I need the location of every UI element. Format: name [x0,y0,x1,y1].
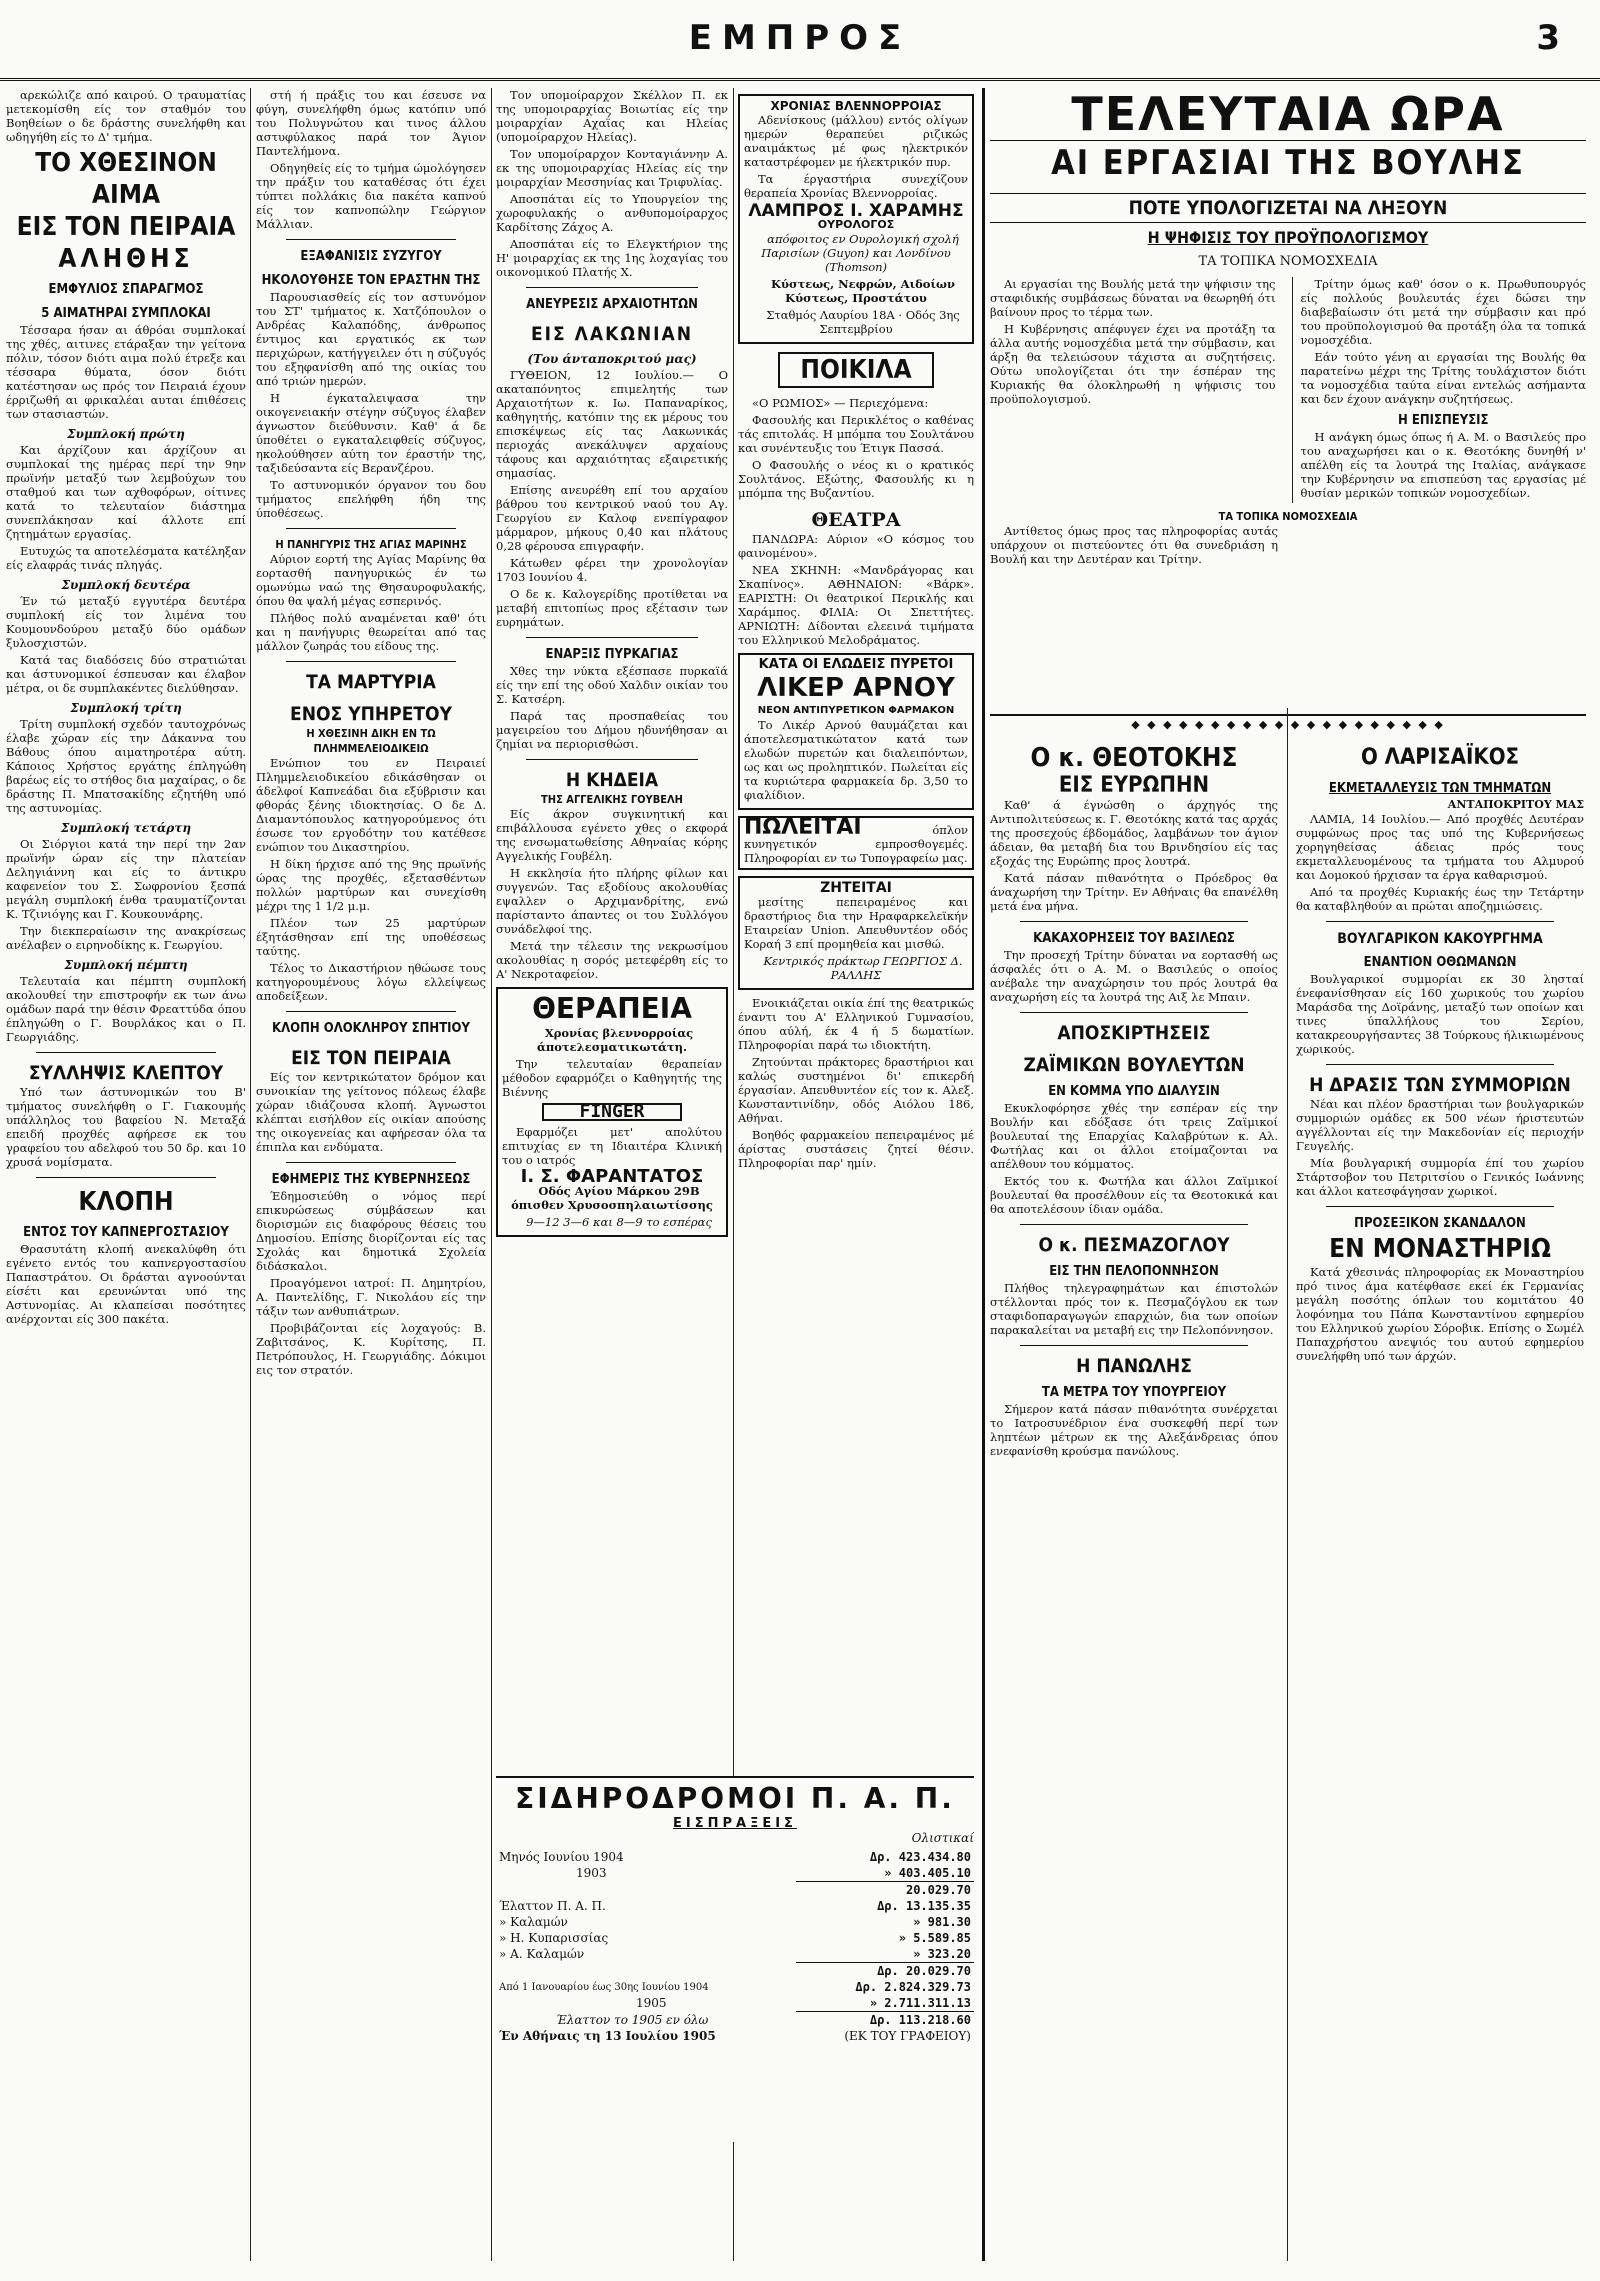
subheadline: ΕΙΣ ΤΗΝ ΠΕΛΟΠΟΝΝΗΣΟΝ [1049,1264,1219,1279]
table-cell: » 5.589.85 [898,1931,971,1945]
table-row [496,2028,974,2044]
divider [1326,1206,1554,1207]
article-text: ΛΑΜΙΑ, 14 Ιουλίου.— Από προχθές Δευτέραν συμφώνως προς τας υπό της Κυβερνήσεως χορηγηθείσας άδειας πρός τους εκμεταλλευομένους τα τμήματα του Αλμυρού και Δομοκού ήρχισαν τα έργα καθαρισμού. [1296,812,1584,882]
headline: ΑΝΕΥΡΕΣΙΣ ΑΡΧΑΙΟΤΗΤΩΝ [526,297,698,312]
headline: ΣΥΛΛΗΨΙΣ ΚΛΕΠΤΟΥ [28,1062,224,1084]
ad-headline: ΖΗΤΕΙΤΑΙ [820,880,892,896]
table-row [496,1882,974,1899]
section-label: Συμπλοκή δευτέρα [61,578,191,592]
column-rule-thick [982,88,985,2261]
article-text: Την προσεχή Τρίτην δύναται να εορτασθή ως άσφαλές ότι ο Α. Μ. ο Βασιλεύς ο οποίος ανέβαλε την αναχώρησιν του πρός λουτρά θα αναχωρήση είς τα λουτρά της Αιξ λε Μπαιν. [990,948,1278,1004]
ad-subtitle: ΝΕΟΝ ΑΝΤΙΠΥΡΕΤΙΚΟΝ ΦΑΡΜΑΚΟΝ [757,705,955,716]
headline: ΗΚΟΛΟΥΘΗΣΕ ΤΟΝ ΕΡΑΣΤΗΝ ΤΗΣ [261,273,481,288]
article-text: Αποσπάται είς το Ελεγκτήριον της Η' μοιραρχίας εκ της 1ης λοχαγίας του οικονομικού Πλατής Χ. [496,237,728,279]
table-cell: » 403.405.10 [884,1866,971,1880]
divider [1020,1345,1248,1346]
ad-headline: ΛΙΚΕΡ ΑΡΝΟΥ [757,673,955,703]
ad-text: Κεντρικός πράκτωρ ΓΕΩΡΓΙΟΣ Δ. ΡΑΛΛΗΣ [763,954,963,982]
article-text: Εκτός του κ. Φωτήλα και άλλοι Ζαϊμικοί βουλευταί θα προσέλθουν είς τα Θεοτοκικά και θα αποτελέσουν ίδιαν ομάδα. [990,1174,1278,1216]
headline: ΑΙ ΕΡΓΑΣΙΑΙ ΤΗΣ ΒΟΥΛΗΣ [1051,143,1525,183]
table-row [496,1946,974,1963]
subheadline: ΤΑ ΤΟΠΙΚΑ ΝΟΜΟΣΧΕΔΙΑ [1218,510,1358,523]
table-row [496,1898,974,1914]
divider [286,1162,456,1163]
table-row [496,1849,974,1865]
table-cell: Δρ. 13.135.35 [877,1899,971,1913]
headline: ΤΕΛΕΥΤΑΙΑ ΩΡΑ [990,88,1586,141]
masthead [0,0,1600,81]
subheadline: Η ΨΗΦΙΣΙΣ ΤΟΥ ΠΡΟΫΠΟΛΟΓΙΣΜΟΥ [1147,228,1429,247]
headline: ΒΟΥΛΓΑΡΙΚΟΝ ΚΑΚΟΥΡΓΗΜΑ [1337,931,1543,947]
section-label: Συμπλοκή τετάρτη [60,821,192,835]
table-cell: 1903 [576,1866,607,1881]
article-text: Παρουσιασθείς είς τον αστυνόμον του ΣΤ' τμήματος κ. Χατζόπουλον ο Ανδρέας Καλαπόδης, άνθρωπος έντιμος και εργατικός εκ των περιχώρων, κατήγγειλεν ότι η σύζυγός του εξηφανίσθη από της οικίας του από τριών ημερών. [256,290,486,388]
article-text: Πλήθος τηλεγραφημάτων και έπιστολών στέλλονται πρός τον κ. Πεσμαζόγλου εκ των σταφιδοπαραγωγών επαρχιών, δια των οποίων παρακαλείται να μεταβή εις την Πελοπόννησον. [990,1281,1278,1337]
section-label: Συμπλοκή πέμπτη [64,958,188,972]
sub-column-right [1296,728,1584,1366]
article-text: Μετά την τέλεσιν της νεκρωσίμου ακολουθίας η σορός μετεφέρθη είς το Α' Νεκροταφείον. [496,939,728,981]
article-text: Τρίτη συμπλοκή σχεδόν ταυτοχρόνως έλαβε χώραν είς την Δάκαννα του Βάθους όπου αιματηροτέρα αύτη. Κάποιος Χρήστος εργάτης έπληγώθη βαρέως είς το στήθος δια μαχαίρας, ο δε δράστης Π. Μπατσακίδης εζητήθη υπό της αστυνομίας. [6,717,246,815]
article-text: Η δίκη ήρχισε από της 9ης πρωϊνής ώρας της προχθές, εξετασθέντων πολλών μαρτύρων και συνεχίσθη μέχρι της 1 1/2 μ.μ. [256,857,486,913]
article-text: Βουλγαρικοί συμμορίαι εκ 30 λησταί ένεφανίσθησαν είς 160 χωρικούς του χωρίου Μαράσδα της Δοϊράνης, μεταξύ των οποίων και τινες ύπαλλήλους του Σερίου, κατακρεουργήσαντες 38 Τούρκους ήλικιωμένους χωρικούς. [1296,972,1584,1056]
headline: ΕΙΣ ΛΑΚΩΝΙΑΝ [530,323,694,345]
article-text: Οδηγηθείς είς το τμήμα ώμολόγησεν την πράξιν του καταθέσας ότι έχει τύπτει πολλάκις δια πακέτα καπνού είς τον καπνοπώλην Γεώργιον Μάλλιαν. [256,161,486,231]
article-text: Κάτωθεν φέρει την χρονολογίαν 1703 Ιουνίου 4. [496,556,728,584]
article-text: Πλέον των 25 μαρτύρων έξητάσθησαν επί της υποθέσεως ταύτης. [256,916,486,958]
table-cell: Δρ. 20.029.70 [796,1963,974,1980]
article-text: Και άρχίζουν και άρχίζουν αι συμπλοκαί της ημέρας περί την 9ην πρωϊνήν μεταξύ των λεμβούχων του σταθμού και των αχθοφόρων, οίτινες κατά το τελευταίον διάστημα συνεπλάκησαν καί άλλοτε επί ζητημάτων εργασίας. [6,443,246,541]
divider [1326,921,1554,922]
table-cell: » 323.20 [913,1947,971,1961]
ad-text: Χρονίας βλεννορροίας άποτελεσματικωτάτη. [536,1026,694,1054]
article-text: Φασουλής και Περικλέτος ο καθένας τάς επιτολάς. Η μπόμπα του Σουλτάνου και συνέντευξις του Έτιγκ Πασσά. [738,413,974,455]
table-row [496,1995,974,2012]
ad-text: 9—12 3—6 και 8—9 το εσπέρας [526,1215,712,1229]
subheadline: Η ΧΘΕΣΙΝΗ ΔΙΚΗ ΕΝ ΤΩ ΠΛΗΜΜΕΛΕΙΟΔΙΚΕΙΩ [306,727,436,755]
classified-ad: Βοηθός φαρμακείου πεπειραμένος μέ άρίστας συστάσεις ζητεί θέσιν. Πληροφορίαι παρ' ημίν. [738,1128,974,1170]
article-text: Η έγκαταλειψασα την οικογενειακήν στέγην σύζυγος έλαβεν άγνωστον διεύθυνσιν. Καθ' ά δε ύποθέτει ο εγκαταλειφθείς σύζυγος, ηκολούθησεν αύτη τον έραστήν της, ταξιδεύσαντα είς Βερανζέρου. [256,391,486,475]
ad-text: Αδενίσκους (μάλλου) εντός ολίγων ημερών θεραπεύει ριζικώς αναιμάκτως μέ φως ηλεκτρικόν καταστρέφομεν με ήλεκτρικόν πυρ. [744,113,968,169]
table-cell: (ΕΚ ΤΟΥ ΓΡΑΦΕΙΟΥ) [844,2029,971,2043]
article-text: Καθ' ά έγνώσθη ο άρχηγός της Αντιπολιτεύσεως κ. Γ. Θεοτόκης κατά τας αρχάς της προσεχούς έβδομάδος, λαμβάνων τον άγιον άδειαν, θα μεταβή δια του Βρινδησίου είς τας εξοχάς της Ευρώπης προς λουτρά. [990,798,1278,868]
ad-text: μεσίτης πεπειραμένος και δραστήριος δια την Ηραφαρκελεϊκήν Εταιρείαν Union. Απευθυντέον οδός Κοραή 3 επί προμηθεία και μισθώ. [744,895,968,951]
divider [1020,921,1248,922]
column-1 [6,88,246,2261]
article-text: Ενώπιον του εν Πειραιεί Πλημμελειοδικείου εδικάσθησαν οι άδελφοί Καπνεάδαι δια εξύβρισιν και φθοράς ξένης ιδιοκτησίας. Ο δε Δ. Διαμαντόπουλος κατηγορούμενος ότι έσωσε τον εργοδότην του κατέθεσε ενώπιον του Δικαστηρίου. [256,756,486,854]
subheadline: 5 ΑΙΜΑΤΗΡΑΙ ΣΥΜΠΛΟΚΑΙ [41,306,211,321]
table-cell: Έλαττον Π. Α. Π. [499,1899,606,1913]
ad-subtitle: ΟΥΡΟΛΟΓΟΣ [817,218,895,231]
article-text: Η ανάγκη όμως όπως ή Α. Μ. ο Βασιλεύς προ του αναχωρήσει και ο κ. Θεοτόκης δυνηθή ν' απέλθη είς τα λουτρά της Ιταλίας, ανάγκασε την Κυβέρνησιν να επισπεύση τας εργασίας μέ θυσίαν μερικών τοπικών νομοσχεδίων. [1300,430,1586,500]
headline: ΕΝ ΜΟΝΑΣΤΗΡΙΩ [1329,1234,1551,1264]
headline: Ο κ. ΠΕΣΜΑΖΟΓΛΟΥ [1038,1234,1230,1256]
divider [36,1052,216,1053]
article-text: Ο Φασουλής ο νέος κι ο κρατικός Σουλτάνος. Εξώτης, Φασουλής κι η μπόμπα της Βυζαντίου. [738,458,974,500]
ad-text: Το Λικέρ Αρνού θαυμάζεται και άποτελεσματικώτατον κατά των ελωδών πυρετών και διαλειπόντων, ως και ως προληπτικόν. Πωλείται είς τα κυριώτερα φαρμακεία δρ. 3,50 το φιαλίδιον. [744,718,968,802]
section-label: Συμπλοκή τρίτη [70,701,182,715]
table-cell: 20.029.70 [796,1882,974,1899]
subheadline: ΤΑ ΤΟΠΙΚΑ ΝΟΜΟΣΧΕΔΙΑ [1198,254,1378,269]
article-text: Από τα προχθές Κυριακής έως την Τετάρτην θα καταβληθούν αι πρώται αποζημιώσεις. [1296,885,1584,913]
column-5 [990,88,1586,2261]
table-cell: Δρ. 113.218.60 [796,2012,974,2029]
article-text: ΓΥΘΕΙΟΝ, 12 Ιουλίου.— Ο ακαταπόνητος επιμελητής των Αρχαιοτήτων κ. Ιω. Παπαναρίκος, καθηγητής, κατόπιν της εκ μέρους του επισκέψεως είς τας Λακωνικάς περιοχάς ανεκάλυψεν αρχαίους τάφους και αρχαιότητας εξαιρετικής σημασίας. [496,368,728,480]
table-cell: Δρ. 423.434.80 [869,1850,971,1864]
subheadline: ΕΚΜΕΤΑΛΛΕΥΣΙΣ ΤΩΝ ΤΜΗΜΑΤΩΝ [1328,781,1552,796]
classified-ad: Ενοικιάζεται οικία έπί της θεατρικώς έναντι του Α' Ελληνικού Γυμνασίου, όπου αύλή, έκ 4 ή 5 δωματίων. Πληροφορίαι παρά τω ιδιοκτήτη. [738,996,974,1052]
article-text: Χθες την νύκτα εξέσπασε πυρκαϊά είς την επί της οδού Χαλδιν οικίαν του Σ. Κατσέρη. [496,664,728,706]
ad-text: όπλον κυνηγετικόν εμπροσθογεμές. Πληροφορίαι εν τω Τυπογραφείω μας. [744,823,968,865]
ad-headline: ΠΩΛΕΙΤΑΙ [744,815,862,840]
ad-text: Τα έργαστήρια συνεχίζουν θεραπεία Χρονίας Βλεννορροίας. [744,172,968,200]
article-text: Έν τώ μεταξύ εγγυτέρα δευτέρα συμπλοκή είς τον λιμένα του Κουμουνδούρου μεταξύ δύο ομάδων ξυλοσχιστών. [6,594,246,650]
railway-title: ΣΙΔΗΡΟΔΡΟΜΟΙ Π. Α. Π. [515,1782,955,1815]
table-cell: » 2.711.311.13 [869,1996,971,2010]
article-text: Ευτυχώς τα αποτελέσματα κατέληξαν είς ελαφράς τινάς πληγάς. [6,544,246,572]
article-text: Μία βουλγαρική συμμορία έπί του χωρίου Στάρτσοβον του Πετριτσίου ο Γενικός Ιωάννης και άλλοι κατεσφάγησαν χωρικοί. [1296,1156,1584,1198]
article-text: Επίσης ανευρέθη επί του αρχαίου βάθρου του κεντρικού ναού του Αγ. Γεωργίου εν Καλοφ ενεπίγραφον μάρμαρον, μήκους 0,40 και πλάτους 0,28 φέρουσα επιγραφήν. [496,483,728,553]
article-text: Παρά τας προσπαθείας του μαγειρείου του Δήμου ηδυνήθησαν αι ζημίαι να περιορισθώσι. [496,709,728,751]
advertisement [738,653,974,810]
ad-headline: ΘΕΡΑΠΕΙΑ [532,992,692,1025]
article-text: Νέαι και πλέον δραστήριαι των βουλγαρικών συμμοριών ομάδες εκ 500 νέων ήριστευτών αγγέλλονται είς την Μακεδονίαν είς περιοχήν Γευγελής. [1296,1097,1584,1153]
ad-text: Σταθμός Λαυρίου 18Α · Οδός 3ης Σεπτεμβρίου [766,308,960,336]
divider [286,528,456,529]
article-text: Κατά πάσαν πιθανότητα ο Πρόεδρος θα άναχωρήση την Τρίτην. Εν Αθήναις θα επανέλθη μετά ένα μήνα. [990,871,1278,913]
divider [1020,1012,1248,1013]
subheadline: ΕΜΦΥΛΙΟΣ ΣΠΑΡΑΓΜΟΣ [48,282,204,297]
article-text: Τέλος το Δικαστήριον ηθώωσε τους κατηγορουμένους λόγω ελλείψεως αποδείξεων. [256,961,486,1003]
table-cell: » Καλαμών [499,1915,568,1929]
subheadline: ΕΝΑΝΤΙΟΝ ΟΘΩΜΑΝΩΝ [1363,955,1517,970]
ornamental-divider: ◆ ◆ ◆ ◆ ◆ ◆ ◆ ◆ ◆ ◆ ◆ ◆ ◆ ◆ ◆ ◆ ◆ ◆ ◆ ◆ [990,714,1586,732]
divider [286,239,456,240]
divider [1020,1224,1248,1225]
headline: ΠΟΙΚΙΛΑ [778,352,934,388]
ad-headline: FINGER [542,1103,682,1121]
column-2 [256,88,486,2261]
ad-headline: ΧΡΟΝΙΑΣ ΒΛΕΝΝΟΡΡΟΙΑΣ [770,99,942,113]
headline: ΤΟ ΧΘΕΣΙΝΟΝ ΑΙΜΑ [35,148,217,210]
headline: ΠΡΟΣΕΞΙΚΟΝ ΣΚΑΝΔΑΛΟΝ [1354,1216,1526,1231]
subheadline: Η ΕΠΙΣΠΕΥΣΙΣ [1397,413,1489,428]
divider [1326,1064,1554,1065]
ad-text: Εφαρμόζει μετ' απολύτου επιτυχίας εν τη Ιδιαιτέρα Κλινική του ο ιατρός [502,1125,722,1167]
table-row [496,1930,974,1946]
article-text: Ο δε κ. Καλογερίδης προτίθεται να μεταβή επιτοπίως προς εξέτασιν των ευρημάτων. [496,587,728,629]
table-cell: » Η. Κυπαρισσίας [499,1931,609,1945]
article-text: Τέσσαρα ήσαν αι άθρόαι συμπλοκαί της χθές, αιτινες ετάραξαν την γείτονα πόλιν, τόσον διότι αιμα πολύ έτρεξε και τέσσαρα θύματα, όσον διότι κατέστησαν ως πρός τον Πειραιά έχουν έρριζωθή αι φρικαλέαι αυται έπιθέσεις των στασιαστών. [6,323,246,421]
article-text: Θρασυτάτη κλοπή ανεκαλύφθη ότι εγένετο εντός του καπνεργοστασίου Παπαστράτου. Οι δράσται αγνοούνται είσέτι και ερευνώνται υπό της Αστυνομίας. Αι κλαπείσαι ποσότητες ανέρχονται είς 300 πακέτα. [6,1242,246,1326]
table-cell: » Α. Καλαμών [499,1947,585,1962]
newspaper-title: ΕΜΠΡΟΣ [688,18,912,58]
headline: ΑΛΗΘΗΣ [58,244,194,274]
article-text: στή ή πράξις του και έσευσε να φύγη, συνελήφθη όμως κατόπιν υπό του Πολυγνώτου και τινος άλλου αστυφύλακος παρά τον Άγιον Παντελήμονα. [256,88,486,158]
article-text: Εκυκλοφόρησε χθές την εσπέραν είς την Βουλήν και εδόξασε ότι τρεις Ζαϊμικοί βουλευταί της Επαρχίας Καλαβρύτων κ. Αλ. Φωτήλας και οι άλλοι ετοίμαζονται να απέλθουν του κόμματος. [990,1101,1278,1171]
classified-ad: Ζητούνται πράκτορες δραστήριοι και καλώς συστημένοι δι' επικερδή έργασίαν. Απευθυντέον είς τον κ. Αλεξ. Κωνσταντινίδην, οδός Αιόλου 186, Αθήναι. [738,1055,974,1125]
article-text: Έδημοσιεύθη ο νόμος περί επικυρώσεως σύμβάσεων και διορισμών εις διαφόρους θέσεις του Δημοσίου. Επίσης διορίζονται είς τας Σχολάς και δημοτικά Σχολεία διδάσκαλοι. [256,1189,486,1273]
article-text: Η Κυβέρνησις απέφυγεν έχει να προτάξη τα άλλα αυτής νομοσχέδια μετά την σύμβασιν, και άρξη θα τελειώσουν τάχιστα αι συζητήσεις. Ούτω υπολογίζεται ότι την έσπέραν της Κυριακής θα όλοκληρωθή η ψήφισις του προϋπολογισμού. [990,322,1276,406]
divider [36,1177,216,1178]
ad-text: Την τελευταίαν θεραπείαν μέθοδον εφαρμόζει ο Καθηγητής της Βιέννης [502,1057,722,1099]
ad-text: Κύστεως, Νεφρών, Αιδοίων Κύστεως, Προστάτου [771,277,955,305]
divider [286,1011,456,1012]
headline: Η ΚΗΔΕΙΑ [565,769,659,791]
headline: ΚΛΟΠΗ [78,1187,174,1217]
top-header [990,88,1586,271]
page-number: 3 [1536,18,1560,58]
article-text: Κατά τας διαδόσεις δύο στρατιώται και άστυνομικοί έσπευσαν και έλαβον μέτρα, οι δε συμπλακέντες διελύθησαν. [6,653,246,695]
headline: Ο ΛΑΡΙΣΑΪΚΟΣ [1360,745,1520,770]
advertisement [496,987,728,1237]
table-cell: 1905 [636,1996,667,2011]
article-text: αρεκώλιζε από καιρού. Ο τραυματίας μετεκομίσθη είς τον σταθμόν του Βοηθείων ο δε δράστης συνελήφθη και ωδηγήθη είς το Δ' τμήμα. [6,88,246,144]
ad-headline: ΛΑΜΠΡΟΣ Ι. ΧΑΡΑΜΗΣ [748,201,964,221]
column-header: Ολιστικαί [911,1831,974,1845]
article-text: Η εκκλησία ήτο πλήρης φίλων και συγγενών. Τας εξοδίους ακολουθίας εψαλλεν ο Αρχιμανδρίτης, ενώ παρίσταντο άπαντες οι του Συλλόγου συνάδελφοί της. [496,866,728,936]
section-label: Συμπλοκή πρώτη [67,427,185,441]
article-text: Τρίτην όμως καθ' όσον ο κ. Πρωθυπουργός είς πολλούς βουλευτάς έχει δώσει την διαβεβαίωσιν ότι μετά την σύμβασιν και πρό του προϋπολογισμού θα προτάξη όλα τα τοπικά νομοσχέδια. [1300,277,1586,347]
column-rule [1287,708,1288,2261]
column-rule [491,88,492,2261]
advertisement [738,876,974,990]
article-text: Τον υπομοίραρχον Σκέλλον Π. εκ της υπομοιραρχίας Βοιωτίας είς την μοιραρχίαν Αχαΐας και Ηλείας (υπομοίραρχον Ηλείας). [496,88,728,144]
article-text: Κατά χθεσινάς πληροφορίας εκ Μοναστηρίου πρό τινος άμα κατέφθασε εκεί έκ Γερμανίας μεγάλη ποσότης όπλων του κομιτάτου 40 λοφόνημα του Πάπα Κωνσταντίνου εφημερίου του Ελληνικού χωρίου Σόροβικ. Επίσης ο Σωμέλ Παπαχρήστου ανεψιός του αυτού εφημερίου συνελήφθη υπό των άρχών. [1296,1265,1584,1363]
headline: Η ΠΑΝΗΓΥΡΙΣ ΤΗΣ ΑΓΙΑΣ ΜΑΡΙΝΗΣ [275,538,467,551]
article-text: Αύριον εορτή της Αγίας Μαρίνης θα εορτασθή πανηγυρικώς έν τω ομωνύμω ναώ της Θησαυροφυλακής, όπου θα ψαλή μέγας εσπερινός. [256,552,486,608]
headline: Ο κ. ΘΕΟΤΟΚΗΣ [1030,743,1238,773]
table-cell: Μηνός Ιουνίου 1904 [499,1850,624,1864]
article-text: «Ο ΡΩΜΙΟΣ» — Περιεχόμενα: [752,396,929,410]
railway-subtitle: ΕΙΣΠΡΑΞΕΙΣ [673,1816,797,1831]
headline: ΘΕΑΤΡΑ [811,509,901,531]
article-text: Υπό των άστυνομικών του Β' τμήματος συνελήφθη ο Γ. Γιακουμής υπάλληλος του βαφείου Ν. Μεταξά επειδή προχθές αφήρεσε εκ του γραφείου του αδελφού του 50 δρ. και 10 χρυσά νομίσματα. [6,1085,246,1169]
advertisement [738,816,974,870]
headline: ΖΑΪΜΙΚΩΝ ΒΟΥΛΕΥΤΩΝ [1023,1054,1245,1076]
ad-text: απόφοιτος εν Ουρολογική σχολή Παρισίων (Guyon) και Λονδίνου (Thomson) [761,232,959,274]
article-text: ΠΑΝΔΩΡΑ: Αύριον «Ο κόσμος του φαινομένου». [738,532,974,560]
subheadline: ΠΟΤΕ ΥΠΟΛΟΓΙΖΕΤΑΙ ΝΑ ΛΗΞΟΥΝ [990,193,1586,223]
subheadline: ΤΑ ΜΕΤΡΑ ΤΟΥ ΥΠΟΥΡΓΕΙΟΥ [1041,1385,1227,1400]
table-row [496,1865,974,1882]
article-column [990,277,1276,503]
article-text: Προβιβάζονται είς λοχαγούς: Β. Ζαβιτσάνος, Κ. Κυρίτσης, Π. Πετρόπουλος, Η. Γεωργιάδης. Δόκιμοι εις τον στρατόν. [256,1321,486,1377]
top-article [990,277,1586,503]
advertisement [738,94,974,344]
headline: ΚΛΟΠΗ ΟΛΟΚΛΗΡΟΥ ΣΠΗΤΙΟΥ [272,1021,470,1036]
table-row [496,2012,974,2029]
article-text: Σήμερον κατά πάσαν πιθανότητα συνέρχεται το Ιατροσυνέδριον ένα συσκεφθή περί των ληπτέων μέτρων εκ της Αλεξάνδρειας όπου ενεφανίσθη κρούσμα πανώλους. [990,1402,1278,1458]
headline: ΕΦΗΜΕΡΙΣ ΤΗΣ ΚΥΒΕΡΝΗΣΕΩΣ [271,1172,471,1187]
divider [526,759,698,760]
byline: (Του άνταποκριτού μας) [527,352,697,366]
headline: ΕΝΑΡΞΙΣ ΠΥΡΚΑΓΙΑΣ [545,647,679,662]
article-text: Εάν τούτο γένη αι εργασίαι της Βουλής θα παρατείνω μέχρι της Τρίτης τουλάχιστον διότι τα νομοσχέδια ταύτα είναι εντελώς ασήμαντα και δεν έχουν ανάγκην συζητήσεως. [1300,350,1586,406]
headline: Η ΔΡΑΣΙΣ ΤΩΝ ΣΥΜΜΟΡΙΩΝ [1309,1074,1571,1096]
divider [526,287,698,288]
ad-text: Οδός Αγίου Μάρκου 29Β όπισθεν Χρυσοσπηλαιωτίσσης [511,1184,713,1212]
article-text: Τον υπομοίραρχον Κονταγιάννην Α. εκ της υπομοιραρχίας Ηλείας είς την μοιραρχίαν Μεσσηνίας και Τριφυλίας. [496,147,728,189]
article-text: Οι Σιόργιοι κατά την περί την 2αν πρωϊνήν ώραν είς την πλατείαν Δεληγιάννη και είς το άντικρυ καφενείον του Σ. Σωφρονίου ξεσπά μεγάλη συμπλοκή ένθα τραυματίζονται Κ. Τζινιόγης και Γ. Κουκουνάρης. [6,837,246,921]
column-rule [250,88,251,2261]
article-text: Αποσπάται είς το Υπουργείον της χωροφυλακής ο ανθυπομοίραρχος Καρδίτσης Ζάχος Α. [496,192,728,234]
table-row [496,1979,974,1995]
headline: ΚΑΚΑΧΟΡΗΣΕΙΣ ΤΟΥ ΒΑΣΙΛΕΩΣ [1033,931,1235,946]
table-cell: Έλαττον το 1905 εν όλω [556,2012,709,2027]
table-cell: Δρ. 2.824.329.73 [855,1980,971,1994]
table-cell: Από 1 Ιανουαρίου έως 30ης Ιουνίου 1904 [499,1981,709,1993]
article-text: Είς άκρον συγκινητική και επιβάλλουσα εγένετο χθες ο εκφορά της ενσωματωθείσης Αθηναίας κόρης Αγγελικής Γουβέλη. [496,807,728,863]
subheadline: ΕΝ ΚΟΜΜΑ ΥΠΟ ΔΙΑΛΥΣΙΝ [1048,1084,1220,1099]
byline: ΑΝΤΑΠΟΚΡΙΤΟΥ ΜΑΣ [1447,798,1584,811]
table-cell: » 981.30 [913,1915,971,1929]
headline: ΑΠΟΣΚΙΡΤΗΣΕΙΣ [1057,1022,1211,1044]
ad-headline: Ι. Σ. ΦΑΡΑΝΤΑΤΟΣ [520,1166,704,1187]
sub-column-left [990,728,1278,1461]
article-text: Είς τον κεντρικώτατον δρόμον και συνοικίαν της γείτονος πόλεως έλαβε χώραν ιδιάζουσα κλοπή. Άγνωστοι κλέπται εισήλθον είς οικίαν απούσης της οικογενείας και αφήρεσαν όλα τα έπιπλα και ενδύματα. [256,1070,486,1154]
divider [286,661,456,662]
article-text: Την διεκπεραίωσιν της ανακρίσεως ανέλαβεν ο ειρηνοδίκης κ. Γεωργίου. [6,924,246,952]
article-text: ΝΕΑ ΣΚΗΝΗ: «Μανδράγορας και Σκαπίνος». ΑΘΗΝΑΙΟΝ: «Βάρκ». ΕΑΡΙΣΤΗ: Οι θεατρικοί Περικλής και Χαράμπος. ΦΙΛΙΑ: Οι Σπεττήτες. ΑΡΝΙΩΤΗ: Δίδονται ελεεινά τιμήματα του Ελληνικού Μελοδράματος. [738,563,974,647]
headline: ΕΙΣ ΕΥΡΩΠΗΝ [1058,773,1210,798]
ad-headline: ΚΑΤΑ ΟΙ ΕΛΩΔΕΙΣ ΠΥΡΕΤΟΙ [758,657,954,672]
divider [526,637,698,638]
headline: Η ΠΑΝΩΛΗΣ [1076,1355,1192,1377]
article-text: Τελευταία και πέμπτη συμπλοκή ακολουθεί την επιστροφήν εκ των άνω ομάδων παρά την θέσιν Φρεαττύδα όπου έπληγώθη ο Γ. Βουρλάκος και ο Π. Γεωργιάδης. [6,974,246,1044]
receipts-table [496,1849,974,2044]
railway-receipts [496,1776,974,2142]
article-column [1292,277,1587,503]
table-row [496,1914,974,1930]
article-text: Πλήθος πολύ αναμένεται καθ' ότι και η πανήγυρις θεωρείται από τας μάλλον ζωηράς του είδους της. [256,611,486,653]
article-text: Αντίθετος όμως προς τας πληροφορίας αυτάς υπάρχουν οι πιστεύοντες ότι θα συνεδριάση η Βουλή και την Δευτέραν και Τρίτην. [990,524,1278,566]
article-text: Προαγόμενοι ιατροί: Π. Δημητρίου, Α. Παντελίδης, Γ. Νικολάου είς την τάξιν των ανθυπιάτρων. [256,1276,486,1318]
subheadline: ΕΝΤΟΣ ΤΟΥ ΚΑΠΝΕΡΓΟΣΤΑΣΙΟΥ [23,1225,229,1240]
article-text: Αι εργασίαι της Βουλής μετά την ψήφισιν της σταφιδικής συμβάσεως δύναται να θεωρηθή ότι βαίνουν προς το τέρμα των. [990,277,1276,319]
subheadline: ΤΗΣ ΑΓΓΕΛΙΚΗΣ ΓΟΥΒΕΛΗ [541,793,683,806]
headline: ΕΝΟΣ ΥΠΗΡΕΤΟΥ [290,703,452,725]
headline: ΕΙΣ ΤΟΝ ΠΕΙΡΑΙΑ [291,1047,451,1069]
headline: ΤΑ ΜΑΡΤΥΡΙΑ [306,671,436,693]
article-text: Το αστυνομικόν όργανον του δου τμήματος επελήφθη ήδη της ύποθέσεως. [256,478,486,520]
table-cell: Έν Αθήναις τη 13 Ιουλίου 1905 [499,2029,716,2043]
headline: ΕΙΣ ΤΟΝ ΠΕΙΡΑΙΑ [16,212,236,242]
headline: ΕΞΑΦΑΝΙΣΙΣ ΣΥΖΥΓΟΥ [300,249,442,264]
table-row [496,1963,974,1980]
